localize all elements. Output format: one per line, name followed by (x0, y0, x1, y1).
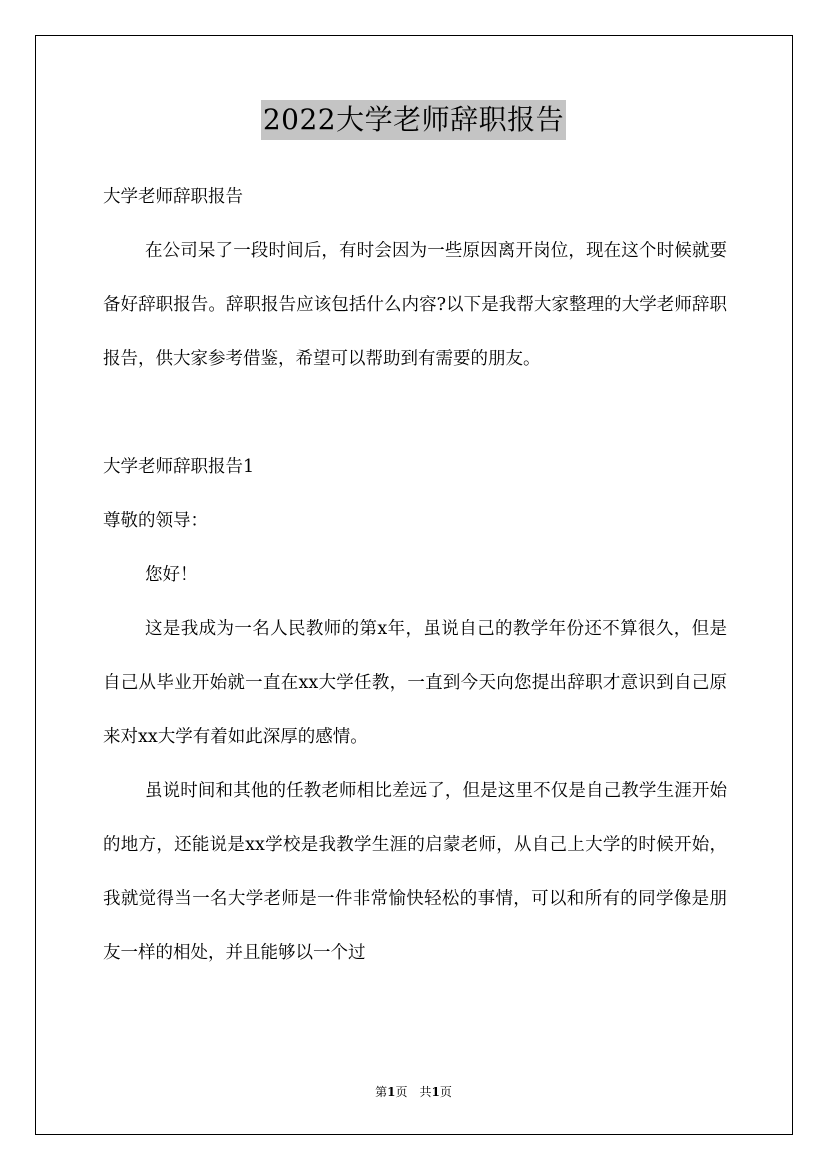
spacer (103, 386, 727, 440)
greeting: 您好！ (145, 565, 198, 585)
total-pages: 1 (431, 1085, 440, 1099)
document-subtitle: 大学老师辞职报告 (103, 187, 243, 207)
body-paragraph-1: 这是我成为一名人民教师的第x年，虽说自己的教学年份还不算很久，但是自己从毕业开始就一直在xx大学任教，一直到今天向您提出辞职才意识到自己原来对xx大学有着如此深厚的感情。 (103, 619, 727, 747)
page-number: 1 (387, 1085, 396, 1099)
document-title: 2022大学老师辞职报告 (261, 100, 566, 140)
title-container (0, 100, 827, 140)
page-footer (0, 1083, 827, 1101)
total-label-suffix: 页 (439, 1085, 452, 1099)
document-body (103, 170, 727, 980)
body-paragraph-2: 虽说时间和其他的任教老师相比差远了，但是这里不仅是自己教学生涯开始的地方，还能说是xx学校是我教学生涯的启蒙老师，从自己上大学的时候开始，我就觉得当一名大学老师是一件非常愉快轻松的事情，可以和所有的同学像是朋友一样的相处，并且能够以一个过 (103, 781, 727, 963)
total-label-prefix: 共 (419, 1085, 432, 1099)
intro-paragraph: 在公司呆了一段时间后，有时会因为一些原因离开岗位，现在这个时候就要备好辞职报告。辞职报告应该包括什么内容?以下是我帮大家整理的大学老师辞职报告，供大家参考借鉴，希望可以帮助到有需要的朋友。 (103, 241, 727, 369)
salutation: 尊敬的领导： (103, 511, 208, 531)
page-label-prefix: 第 (375, 1085, 388, 1099)
page-label-suffix: 页 (395, 1085, 408, 1099)
section-heading: 大学老师辞职报告1 (103, 457, 255, 477)
